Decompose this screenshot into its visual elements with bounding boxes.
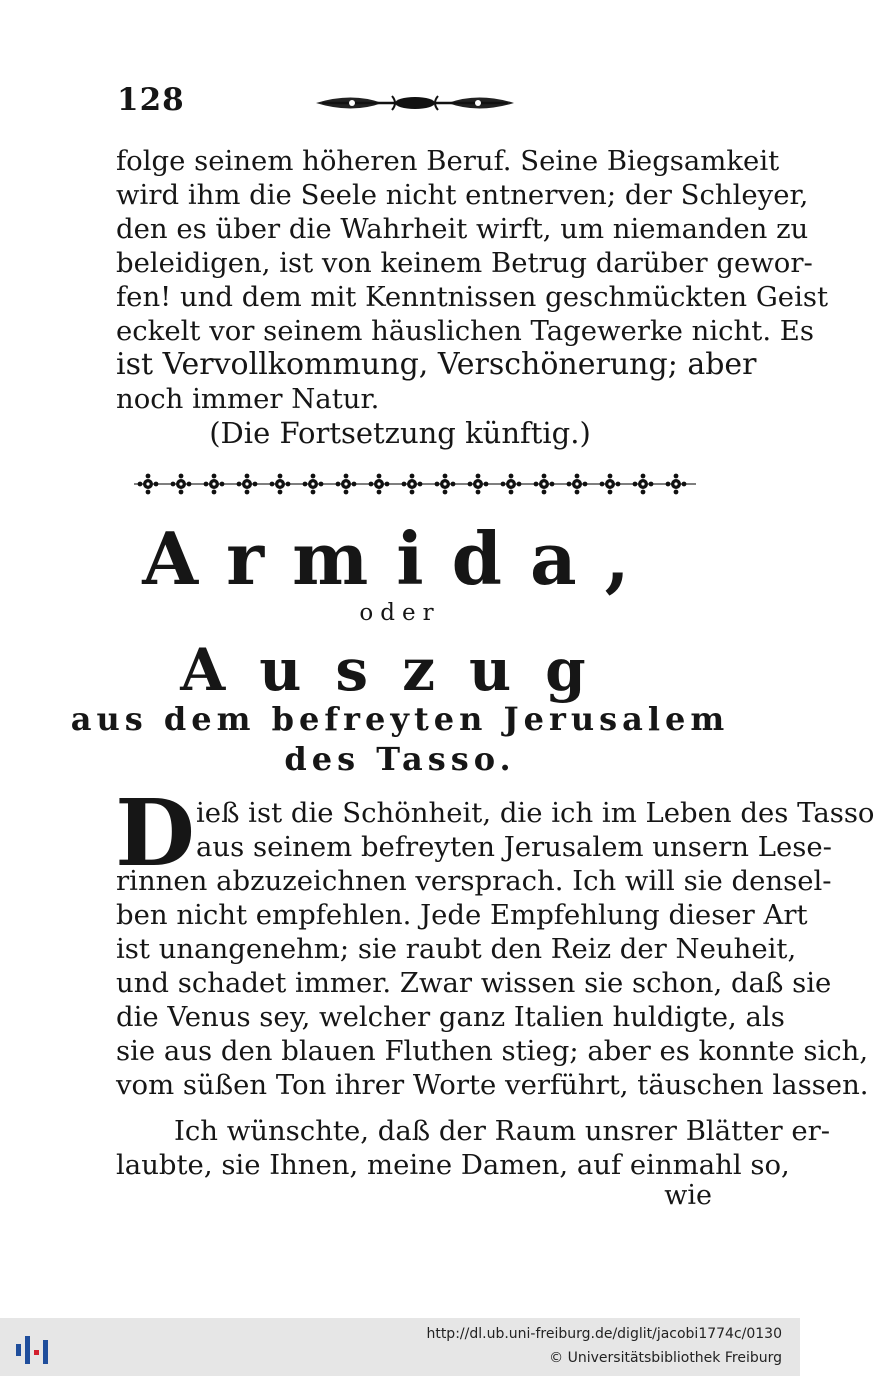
text-line: wird ihm die Seele nicht entnerven; der Schleyer,	[116, 179, 809, 211]
text-line: fen! und dem mit Kenntnissen geschmückten Geist	[116, 281, 829, 313]
text-line: sie aus den blauen Fluthen stieg; aber es konnte sich,	[116, 1035, 869, 1067]
continuation-note: (Die Fortsetzung künftig.)	[209, 416, 591, 450]
text-line: rinnen abzuzeichnen versprach. Ich will sie densel-	[116, 865, 832, 897]
text-line: noch immer Natur.	[116, 383, 380, 415]
text-line: eckelt vor seinem häuslichen Tagewerke nicht. Es	[116, 315, 814, 347]
ub-freiburg-logo-icon	[14, 1328, 54, 1368]
continued-paragraph	[116, 144, 829, 416]
flower-divider-icon	[130, 470, 700, 498]
viewer-footer	[0, 1318, 800, 1376]
header-ornament-icon	[312, 88, 518, 118]
body-paragraph-2	[116, 1114, 831, 1182]
text-line: ben nicht empfehlen. Jede Empfehlung dieser Art	[116, 899, 808, 931]
catchword: wie	[664, 1180, 712, 1211]
text-line: den es über die Wahrheit wirft, um niemanden zu	[116, 213, 809, 245]
text-line: vom süßen Ton ihrer Worte verführt, täuschen lassen.	[116, 1069, 869, 1101]
text-line: laubte, sie Ihnen, meine Damen, auf einmahl so,	[116, 1149, 790, 1181]
page-number: 128	[117, 82, 185, 118]
copyright-text: © Universitätsbibliothek Freiburg	[549, 1350, 782, 1366]
subtitle: Auszug	[180, 636, 620, 704]
subtitle-line-2: des Tasso.	[284, 740, 516, 778]
text-line: Ich wünschte, daß der Raum unsrer Blätter er-	[174, 1115, 831, 1147]
main-title: Armida,	[142, 516, 658, 601]
text-line: die Venus sey, welcher ganz Italien huldigte, als	[116, 1001, 785, 1033]
text-line: ist Vervollkommung, Verschönerung; aber	[116, 347, 757, 382]
drop-cap: D	[115, 779, 195, 887]
body-paragraph	[116, 796, 875, 1102]
text-line: aus seinem befreyten Jerusalem unsern Lese-	[196, 831, 832, 863]
text-line: und schadet immer. Zwar wissen sie schon, daß sie	[116, 967, 832, 999]
subtitle-line-1: aus dem befreyten Jerusalem	[70, 700, 730, 738]
permalink-link[interactable]: http://dl.ub.uni-freiburg.de/diglit/jacobi1774c/0130	[426, 1326, 782, 1342]
title-conjunction: oder	[359, 600, 441, 626]
text-line: ieß ist die Schönheit, die ich im Leben des Tasso	[196, 797, 875, 829]
text-line: ist unangenehm; sie raubt den Reiz der Neuheit,	[116, 933, 797, 965]
text-line: beleidigen, ist von keinem Betrug darüber gewor-	[116, 247, 813, 279]
text-line: folge seinem höheren Beruf. Seine Biegsamkeit	[116, 145, 780, 177]
